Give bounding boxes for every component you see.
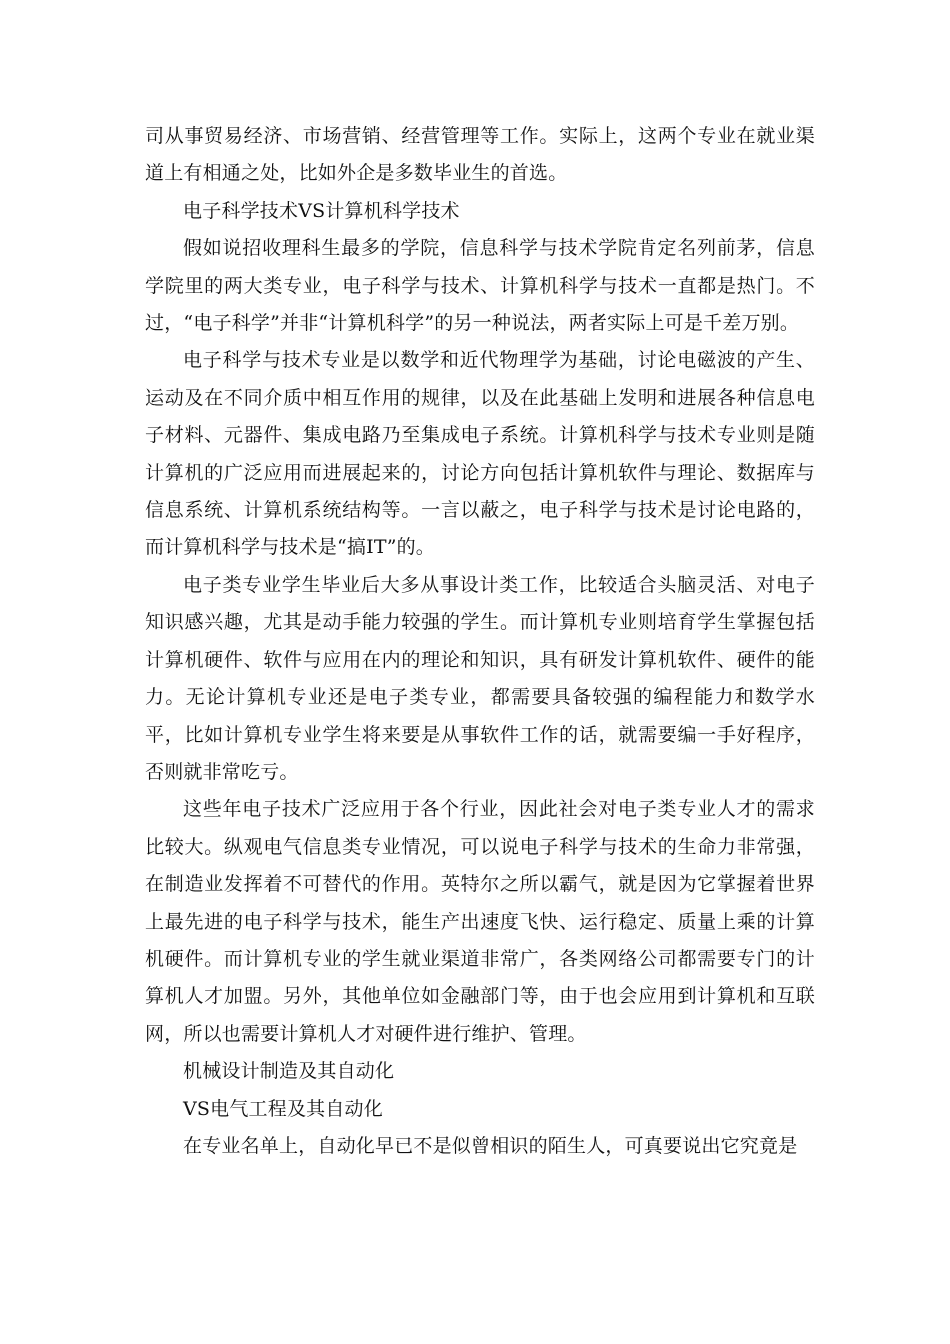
paragraph-electronics-definition: 电子科学与技术专业是以数学和近代物理学为基础，讨论电磁波的产生、运动及在不同介质中相互作用的规律，以及在此基础上发明和进展各种信息电子材料、元器件、集成电路乃至集成电子系统。计算机科学与技术专业则是随计算机的广泛应用而进展起来的，讨论方向包括计算机软件与理论、数据库与信息系统、计算机系统结构等。一言以蔽之，电子科学与技术是讨论电路的，而计算机科学与技术是“搞IT”的。 [145, 349, 815, 559]
section-heading-electrical: VS电气工程及其自动化 [183, 1097, 383, 1120]
paragraph-industry-demand: 这些年电子技术广泛应用于各个行业，因此社会对电子类专业人才的需求比较大。纵观电气信息类专业情况，可以说电子科学与技术的生命力非常强，在制造业发挥着不可替代的作用。英特尔之所以霸气，就是因为它掌握着世界上最先进的电子科学与技术，能生产出速度飞快、运行稳定、质量上乘的计算机硬件。而计算机专业的学生就业渠道非常广，各类网络公司都需要专门的计算机人才加盟。另外，其他单位如金融部门等，由于也会应用到计算机和互联网，所以也需要计算机人才对硬件进行维护、管理。 [145, 798, 815, 1045]
paragraph-intro-info-college: 假如说招收理科生最多的学院，信息科学与技术学院肯定名列前茅，信息学院里的两大类专业，电子科学与技术、计算机科学与技术一直都是热门。不过，“电子科学”并非“计算机科学”的另一种说法，两者实际上可是千差万别。 [145, 237, 815, 335]
paragraph-automation-intro: 在专业名单上，自动化早已不是似曾相识的陌生人，可真要说出它究竟是 [183, 1134, 798, 1157]
section-heading-electronics-vs-computer: 电子科学技术VS计算机科学技术 [183, 199, 460, 222]
paragraph-continuation: 司从事贸易经济、市场营销、经营管理等工作。实际上，这两个专业在就业渠道上有相通之处，比如外企是多数毕业生的首选。 [145, 125, 815, 185]
document-body [145, 118, 815, 1165]
paragraph-career-paths: 电子类专业学生毕业后大多从事设计类工作，比较适合头脑灵活、对电子知识感兴趣，尤其是动手能力较强的学生。而计算机专业则培育学生掌握包括计算机硬件、软件与应用在内的理论和知识，具有研发计算机软件、硬件的能力。无论计算机专业还是电子类专业，都需要具备较强的编程能力和数学水平，比如计算机专业学生将来要是从事软件工作的话，就需要编一手好程序，否则就非常吃亏。 [145, 573, 815, 783]
section-heading-mechanical: 机械设计制造及其自动化 [183, 1060, 395, 1083]
